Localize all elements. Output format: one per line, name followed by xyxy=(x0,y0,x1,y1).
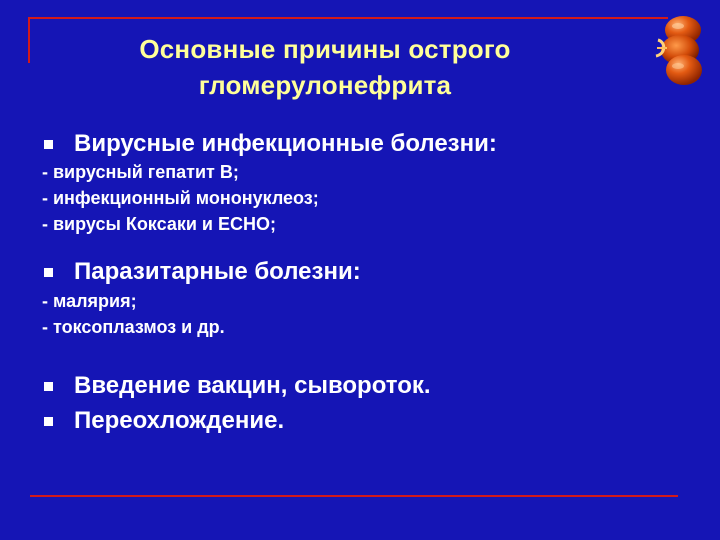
bottom-rule xyxy=(30,495,678,497)
list-item: - инфекционный мононуклеоз; xyxy=(42,188,319,208)
square-bullet-icon xyxy=(44,268,53,277)
list-item: - токсоплазмоз и др. xyxy=(42,317,225,337)
list-item: - вирусный гепатит В; xyxy=(42,162,239,182)
bullet-heading: Паразитарные болезни: xyxy=(74,258,361,285)
square-bullet-icon xyxy=(44,140,53,149)
title-line-2: гломерулонефрита xyxy=(198,70,452,100)
bullet-heading: Введение вакцин, сывороток. xyxy=(74,372,431,399)
slide-title xyxy=(100,31,550,103)
square-bullet-icon xyxy=(44,417,53,426)
parasitic-diseases-list xyxy=(42,288,225,340)
kidney-icon xyxy=(652,12,708,90)
list-item: - вирусы Коксаки и ЕСНО; xyxy=(42,214,276,234)
bullet-heading: Переохлождение. xyxy=(74,407,285,434)
title-line-1: Основные причины острого xyxy=(139,34,511,64)
top-rule xyxy=(28,17,668,19)
viral-infections-list xyxy=(42,159,319,237)
square-bullet-icon xyxy=(44,382,53,391)
list-item: - малярия; xyxy=(42,291,137,311)
bullet-heading: Вирусные инфекционные болезни: xyxy=(74,130,497,157)
left-rule xyxy=(28,17,30,63)
